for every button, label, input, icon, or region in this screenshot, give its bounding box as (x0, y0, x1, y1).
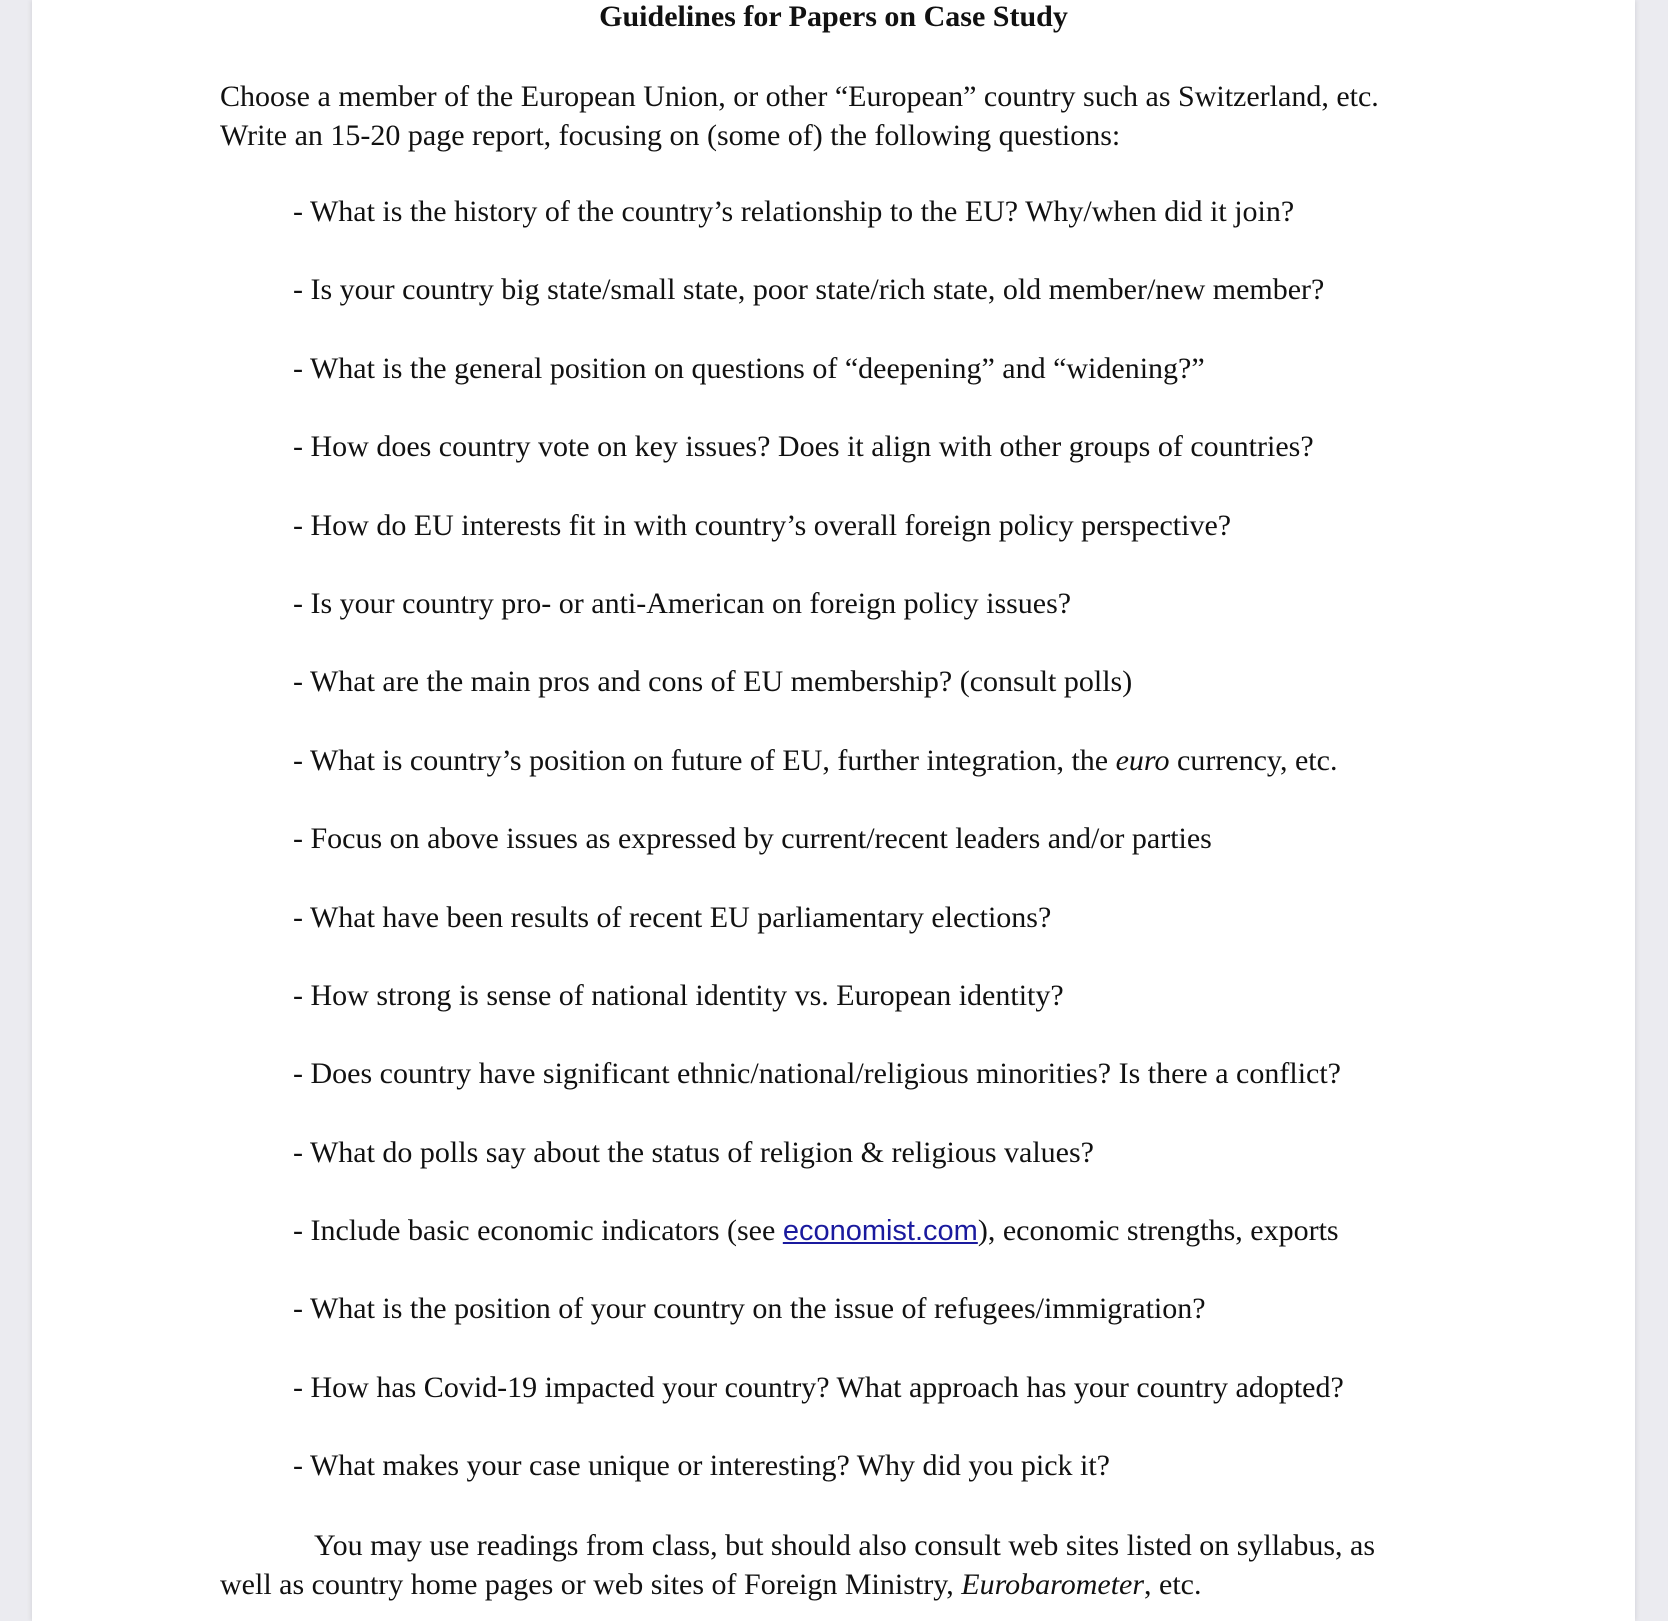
closing-line-2-end: , etc. (1144, 1568, 1202, 1601)
economist-link[interactable]: economist.com (782, 1215, 978, 1248)
document-page (32, 0, 1635, 1621)
closing-line-2-text: well as country home pages or web sites of Foreign Ministry, (220, 1568, 962, 1601)
question-item: - What is the history of the country’s relationship to the EU? Why/when did it join? (293, 195, 1295, 228)
question-item: - Is your country pro- or anti-American on foreign policy issues? (293, 586, 1072, 620)
closing-line-1-text: You may use readings from class, but should also consult web sites listed on syllabus, as (314, 1529, 1376, 1562)
emphasis-euro: euro (1115, 743, 1170, 777)
document-title: Guidelines for Papers on Case Study (599, 0, 1068, 33)
intro-line-2: Write an 15-20 page report, focusing on (some of) the following questions: (220, 119, 1121, 152)
question-item: - What is the position of your country on the issue of refugees/immigration? (293, 1292, 1206, 1326)
question-item: - What is the general position on questions of “deepening” and “widening?” (293, 351, 1205, 385)
question-item: - How strong is sense of national identity vs. European identity? (293, 978, 1064, 1012)
question-item: - What makes your case unique or interesting? Why did you pick it? (293, 1449, 1111, 1483)
question-item: - What have been results of recent EU parliamentary elections? (293, 900, 1052, 934)
intro-paragraph (220, 77, 1520, 155)
question-text: ), economic strengths, exports (977, 1214, 1339, 1248)
question-item (293, 743, 1543, 821)
closing-line-2 (220, 1565, 1520, 1604)
question-item: - How do EU interests fit in with country’s overall foreign policy perspective? (293, 508, 1232, 542)
question-item: - How does country vote on key issues? Does it align with other groups of countries? (293, 430, 1314, 464)
question-item: - Is your country big state/small state, poor state/rich state, old member/new member? (293, 273, 1325, 307)
question-item: - What are the main pros and cons of EU membership? (consult polls) (293, 665, 1133, 699)
question-list (293, 194, 1543, 1527)
emphasis-eurobarometer: Eurobarometer (961, 1568, 1145, 1601)
question-item: - What do polls say about the status of religion & religious values? (293, 1135, 1094, 1169)
question-item (293, 1213, 1543, 1291)
question-text: - Include basic economic indicators (see (293, 1214, 783, 1248)
closing-paragraph (220, 1526, 1520, 1604)
question-text: - What is country’s position on future of EU, further integration, the (293, 743, 1116, 777)
question-text: currency, etc. (1169, 743, 1338, 777)
closing-line-1 (220, 1526, 1520, 1565)
intro-line-1: Choose a member of the European Union, or other “European” country such as Switzerland, etc. (220, 80, 1379, 113)
question-item: - Focus on above issues as expressed by current/recent leaders and/or parties (293, 822, 1212, 856)
question-item: - How has Covid-19 impacted your country? What approach has your country adopted? (293, 1370, 1344, 1404)
question-item: - Does country have significant ethnic/national/religious minorities? Is there a conflict? (293, 1057, 1341, 1091)
